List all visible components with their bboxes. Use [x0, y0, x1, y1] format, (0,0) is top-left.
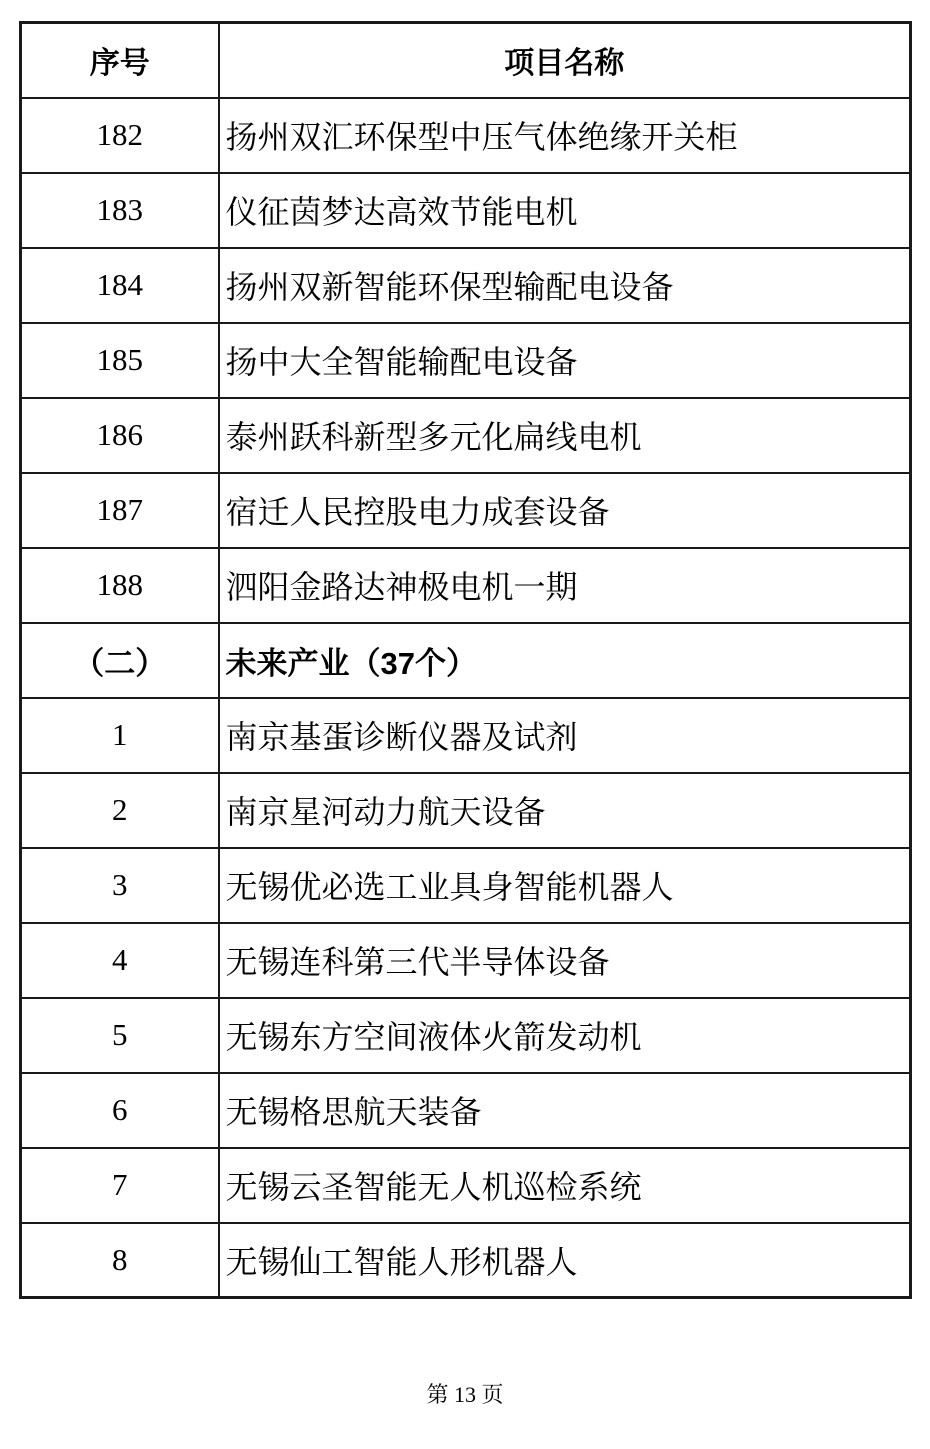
table-row: [21, 173, 911, 248]
row-project-name: 南京基蛋诊断仪器及试剂: [219, 698, 911, 773]
row-project-name: 扬州双新智能环保型输配电设备: [219, 248, 911, 323]
row-serial-number: 6: [21, 1073, 219, 1148]
table-row: [21, 1223, 911, 1298]
table-row: [21, 1073, 911, 1148]
row-project-name: 宿迁人民控股电力成套设备: [219, 473, 911, 548]
row-serial-number: 182: [21, 98, 219, 173]
project-list-table: [19, 21, 912, 1299]
row-project-name: 无锡连科第三代半导体设备: [219, 923, 911, 998]
row-serial-number: 185: [21, 323, 219, 398]
table-row: [21, 773, 911, 848]
table-row: [21, 698, 911, 773]
row-serial-number: 2: [21, 773, 219, 848]
row-project-name: 未来产业（37个）: [219, 623, 911, 698]
table-row: [21, 248, 911, 323]
table-row: [21, 98, 911, 173]
row-serial-number: 183: [21, 173, 219, 248]
table-header-row: [21, 23, 911, 98]
column-header-serial: 序号: [21, 23, 219, 98]
table-row: [21, 1148, 911, 1223]
row-serial-number: 188: [21, 548, 219, 623]
table-row: [21, 548, 911, 623]
row-project-name: 无锡云圣智能无人机巡检系统: [219, 1148, 911, 1223]
table-row: [21, 848, 911, 923]
row-serial-number: （二）: [21, 623, 219, 698]
row-project-name: 扬中大全智能输配电设备: [219, 323, 911, 398]
row-serial-number: 4: [21, 923, 219, 998]
row-project-name: 无锡东方空间液体火箭发动机: [219, 998, 911, 1073]
row-project-name: 无锡格思航天装备: [219, 1073, 911, 1148]
row-project-name: 南京星河动力航天设备: [219, 773, 911, 848]
table-row: [21, 323, 911, 398]
row-serial-number: 187: [21, 473, 219, 548]
column-header-project-name: 项目名称: [219, 23, 911, 98]
row-project-name: 泰州跃科新型多元化扁线电机: [219, 398, 911, 473]
table-row: [21, 998, 911, 1073]
table-body: [21, 98, 911, 1298]
row-serial-number: 184: [21, 248, 219, 323]
table-row: [21, 923, 911, 998]
row-project-name: 扬州双汇环保型中压气体绝缘开关柜: [219, 98, 911, 173]
row-serial-number: 7: [21, 1148, 219, 1223]
row-project-name: 无锡优必选工业具身智能机器人: [219, 848, 911, 923]
page-number: 第 13 页: [426, 1382, 504, 1407]
row-serial-number: 8: [21, 1223, 219, 1298]
table-row: [21, 623, 911, 698]
row-serial-number: 1: [21, 698, 219, 773]
row-serial-number: 3: [21, 848, 219, 923]
table-row: [21, 398, 911, 473]
row-serial-number: 186: [21, 398, 219, 473]
row-project-name: 仪征茵梦达高效节能电机: [219, 173, 911, 248]
row-serial-number: 5: [21, 998, 219, 1073]
table-row: [21, 473, 911, 548]
row-project-name: 无锡仙工智能人形机器人: [219, 1223, 911, 1298]
row-project-name: 泗阳金路达神极电机一期: [219, 548, 911, 623]
